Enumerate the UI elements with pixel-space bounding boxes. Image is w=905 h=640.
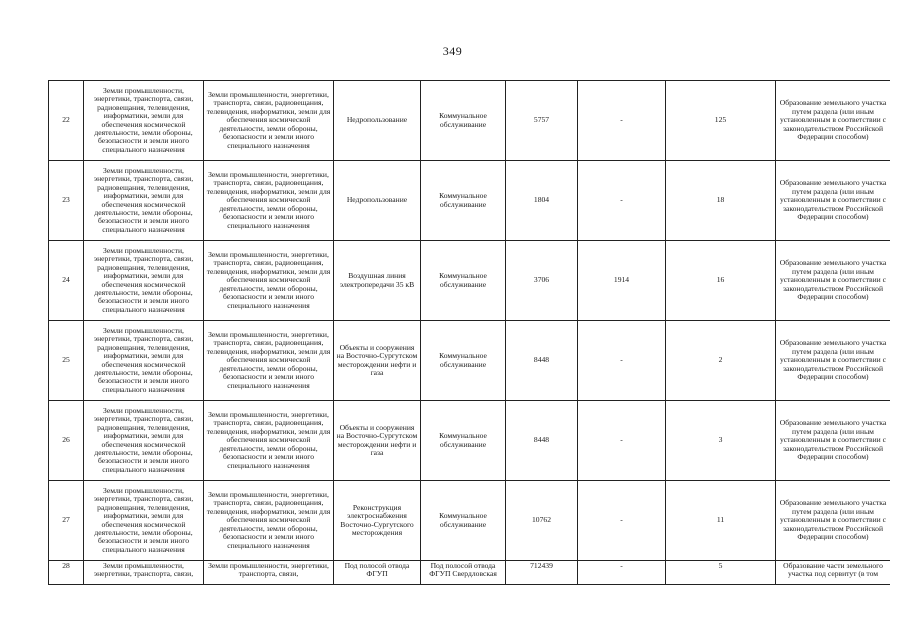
area-cell: 3706 [506, 241, 578, 321]
extra-value-cell: - [578, 81, 666, 161]
category-to-cell: Земли промышленности, энергетики, транспорта, связи, радиовещания, телевидения, информатики, земли для обеспечения космической деятельности, земли обороны, безопасности и земли иного специального назначения [204, 481, 334, 561]
purpose-cell: Объекты и сооружения на Восточно-Сургутском месторождении нефти и газа [334, 401, 421, 481]
area-cell: 10762 [506, 481, 578, 561]
row-number: 22 [49, 81, 84, 161]
count-cell: 18 [666, 161, 776, 241]
land-plots-table-container [48, 80, 890, 625]
purpose-cell: Под полосой отвода ФГУП [334, 561, 421, 585]
formation-method-cell: Образование земельного участка путем раздела (или иным установленным в соответствии с законодательством Российской Федерации способом) [776, 321, 891, 401]
row-number: 27 [49, 481, 84, 561]
table-row [49, 561, 891, 585]
area-cell: 8448 [506, 321, 578, 401]
category-from-cell: Земли промышленности, энергетики, транспорта, связи, радиовещания, телевидения, информатики, земли для обеспечения космической деятельности, земли обороны, безопасности и земли иного специального назначения [84, 321, 204, 401]
table-row [49, 241, 891, 321]
category-to-cell: Земли промышленности, энергетики, транспорта, связи, радиовещания, телевидения, информатики, земли для обеспечения космической деятельности, земли обороны, безопасности и земли иного специального назначения [204, 161, 334, 241]
table-row [49, 321, 891, 401]
area-cell: 5757 [506, 81, 578, 161]
extra-value-cell: - [578, 321, 666, 401]
row-number: 26 [49, 401, 84, 481]
table-row [49, 161, 891, 241]
row-number: 25 [49, 321, 84, 401]
formation-method-cell: Образование земельного участка путем раздела (или иным установленным в соответствии с законодательством Российской Федерации способом) [776, 81, 891, 161]
row-number: 23 [49, 161, 84, 241]
area-cell: 8448 [506, 401, 578, 481]
permitted-use-cell: Под полосой отвода ФГУП Свердловская [421, 561, 506, 585]
table-row [49, 481, 891, 561]
extra-value-cell: - [578, 561, 666, 585]
formation-method-cell: Образование земельного участка путем раздела (или иным установленным в соответствии с законодательством Российской Федерации способом) [776, 401, 891, 481]
category-to-cell: Земли промышленности, энергетики, транспорта, связи, радиовещания, телевидения, информатики, земли для обеспечения космической деятельности, земли обороны, безопасности и земли иного специального назначения [204, 81, 334, 161]
permitted-use-cell: Коммунальное обслуживание [421, 161, 506, 241]
row-number: 28 [49, 561, 84, 585]
land-plots-table [48, 80, 890, 585]
category-from-cell: Земли промышленности, энергетики, транспорта, связи, радиовещания, телевидения, информатики, земли для обеспечения космической деятельности, земли обороны, безопасности и земли иного специального назначения [84, 81, 204, 161]
purpose-cell: Недропользование [334, 161, 421, 241]
permitted-use-cell: Коммунальное обслуживание [421, 321, 506, 401]
permitted-use-cell: Коммунальное обслуживание [421, 241, 506, 321]
formation-method-cell: Образование земельного участка путем раздела (или иным установленным в соответствии с законодательством Российской Федерации способом) [776, 161, 891, 241]
permitted-use-cell: Коммунальное обслуживание [421, 81, 506, 161]
table-row [49, 401, 891, 481]
extra-value-cell: 1914 [578, 241, 666, 321]
category-to-cell: Земли промышленности, энергетики, транспорта, связи, радиовещания, телевидения, информатики, земли для обеспечения космической деятельности, земли обороны, безопасности и земли иного специального назначения [204, 241, 334, 321]
table-row [49, 81, 891, 161]
permitted-use-cell: Коммунальное обслуживание [421, 401, 506, 481]
row-number: 24 [49, 241, 84, 321]
page-number: 349 [442, 44, 463, 58]
formation-method-cell: Образование части земельного участка под сервитут (в том [776, 561, 891, 585]
category-from-cell: Земли промышленности, энергетики, транспорта, связи, [84, 561, 204, 585]
formation-method-cell: Образование земельного участка путем раздела (или иным установленным в соответствии с законодательством Российской Федерации способом) [776, 481, 891, 561]
category-from-cell: Земли промышленности, энергетики, транспорта, связи, радиовещания, телевидения, информатики, земли для обеспечения космической деятельности, земли обороны, безопасности и земли иного специального назначения [84, 241, 204, 321]
extra-value-cell: - [578, 481, 666, 561]
extra-value-cell: - [578, 401, 666, 481]
area-cell: 1804 [506, 161, 578, 241]
count-cell: 11 [666, 481, 776, 561]
purpose-cell: Реконструкция электроснабжения Восточно-Сургутского месторождения [334, 481, 421, 561]
count-cell: 2 [666, 321, 776, 401]
purpose-cell: Объекты и сооружения на Восточно-Сургутском месторождении нефти и газа [334, 321, 421, 401]
formation-method-cell: Образование земельного участка путем раздела (или иным установленным в соответствии с законодательством Российской Федерации способом) [776, 241, 891, 321]
count-cell: 125 [666, 81, 776, 161]
purpose-cell: Недропользование [334, 81, 421, 161]
count-cell: 3 [666, 401, 776, 481]
category-from-cell: Земли промышленности, энергетики, транспорта, связи, радиовещания, телевидения, информатики, земли для обеспечения космической деятельности, земли обороны, безопасности и земли иного специального назначения [84, 161, 204, 241]
category-from-cell: Земли промышленности, энергетики, транспорта, связи, радиовещания, телевидения, информатики, земли для обеспечения космической деятельности, земли обороны, безопасности и земли иного специального назначения [84, 481, 204, 561]
count-cell: 16 [666, 241, 776, 321]
category-to-cell: Земли промышленности, энергетики, транспорта, связи, радиовещания, телевидения, информатики, земли для обеспечения космической деятельности, земли обороны, безопасности и земли иного специального назначения [204, 401, 334, 481]
extra-value-cell: - [578, 161, 666, 241]
area-cell: 712439 [506, 561, 578, 585]
permitted-use-cell: Коммунальное обслуживание [421, 481, 506, 561]
purpose-cell: Воздушная линия электропередачи 35 кВ [334, 241, 421, 321]
category-to-cell: Земли промышленности, энергетики, транспорта, связи, [204, 561, 334, 585]
category-to-cell: Земли промышленности, энергетики, транспорта, связи, радиовещания, телевидения, информатики, земли для обеспечения космической деятельности, земли обороны, безопасности и земли иного специального назначения [204, 321, 334, 401]
count-cell: 5 [666, 561, 776, 585]
category-from-cell: Земли промышленности, энергетики, транспорта, связи, радиовещания, телевидения, информатики, земли для обеспечения космической деятельности, земли обороны, безопасности и земли иного специального назначения [84, 401, 204, 481]
